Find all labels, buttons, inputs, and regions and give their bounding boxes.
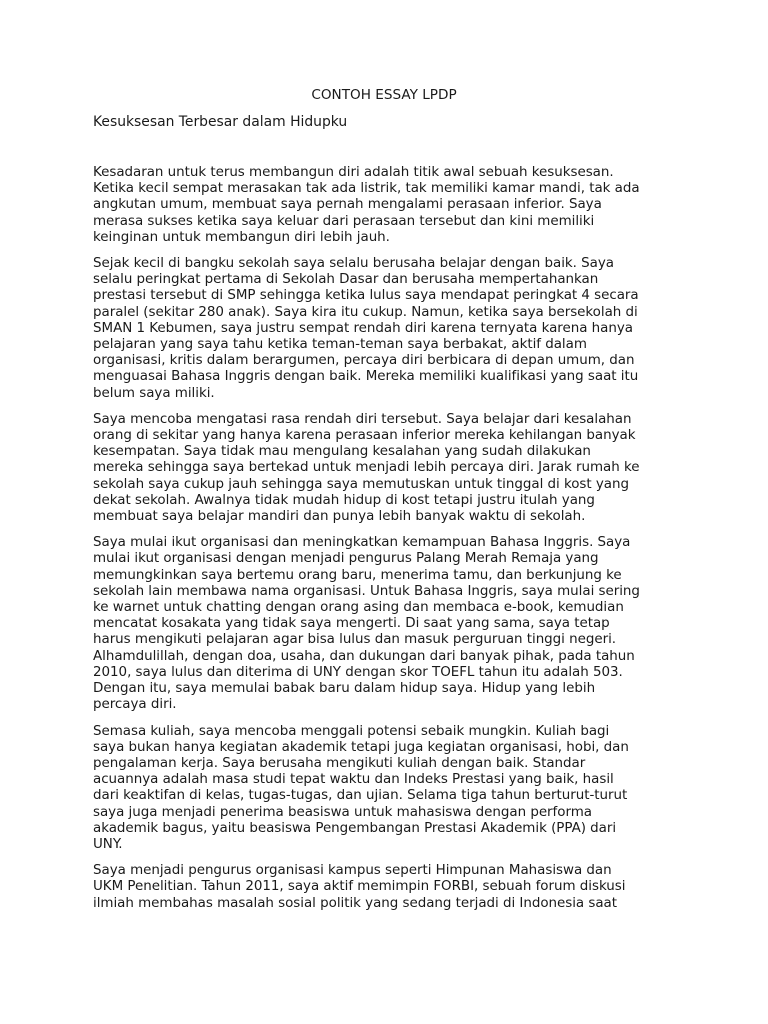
text-line: dari keaktifan di kelas, tugas-tugas, dan ujian. Selama tiga tahun berturut-turut bbox=[93, 788, 628, 804]
text-line: membuat saya belajar mandiri dan punya lebih banyak waktu di sekolah. bbox=[93, 509, 586, 525]
text-line: merasa sukses ketika saya keluar dari perasaan tersebut dan kini memiliki bbox=[93, 213, 595, 229]
text-line: SMAN 1 Kebumen, saya justru sempat rendah diri karena ternyata karena hanya bbox=[93, 320, 633, 336]
text-line: belum saya miliki. bbox=[93, 385, 215, 401]
text-line: orang di sekitar yang hanya karena perasaan inferior mereka kehilangan banyak bbox=[93, 428, 636, 444]
text-line: saya bukan hanya kegiatan akademik tetapi juga kegiatan organisasi, hobi, dan bbox=[93, 739, 629, 755]
paragraph bbox=[93, 863, 675, 912]
paragraph bbox=[93, 412, 675, 525]
text-line: mulai ikut organisasi dengan menjadi pengurus Palang Merah Remaja yang bbox=[93, 551, 599, 567]
document-title: CONTOH ESSAY LPDP bbox=[311, 87, 457, 103]
document-subtitle: Kesuksesan Terbesar dalam Hidupku bbox=[93, 114, 348, 130]
text-line: menguasai Bahasa Inggris dengan baik. Mereka memiliki kualifikasi yang saat itu bbox=[93, 369, 639, 385]
text-line: acuannya adalah masa studi tepat waktu dan Indeks Prestasi yang baik, hasil bbox=[93, 772, 614, 788]
text-line: ilmiah membahas masalah sosial politik yang sedang terjadi di Indonesia saat bbox=[93, 895, 617, 911]
text-line: Saya menjadi pengurus organisasi kampus seperti Himpunan Mahasiswa dan bbox=[93, 863, 612, 879]
text-line: memungkinkan saya bertemu orang baru, menerima tamu, dan berkunjung ke bbox=[93, 567, 622, 583]
paragraph bbox=[93, 535, 675, 713]
text-line: Sejak kecil di bangku sekolah saya selalu berusaha belajar dengan baik. Saya bbox=[93, 256, 614, 272]
paragraph bbox=[93, 256, 675, 402]
text-line: Alhamdulillah, dengan doa, usaha, dan dukungan dari banyak pihak, pada tahun bbox=[93, 648, 635, 664]
text-line: angkutan umum, membuat saya pernah mengalami perasaan inferior. Saya bbox=[93, 197, 602, 213]
text-line: Semasa kuliah, saya mencoba menggali potensi sebaik mungkin. Kuliah bagi bbox=[93, 723, 610, 739]
text-line: percaya diri. bbox=[93, 697, 177, 713]
text-line: pelajaran yang saya tahu ketika teman-teman saya berbakat, aktif dalam bbox=[93, 337, 587, 353]
text-line: akademik bagus, yaitu beasiswa Pengembangan Prestasi Akademik (PPA) dari bbox=[93, 820, 617, 836]
text-line: selalu peringkat pertama di Sekolah Dasar dan berusaha mempertahankan bbox=[93, 272, 599, 288]
text-line: ke warnet untuk chatting dengan orang asing dan membaca e-book, kemudian bbox=[93, 600, 624, 616]
text-line: kesempatan. Saya tidak mau mengulang kesalahan yang sudah dilakukan bbox=[93, 444, 591, 460]
text-line: Kesadaran untuk terus membangun diri adalah titik awal sebuah kesuksesan. bbox=[93, 165, 614, 180]
text-line: Saya mencoba mengatasi rasa rendah diri tersebut. Saya belajar dari kesalahan bbox=[93, 411, 632, 427]
text-line: pengalaman kerja. Saya berusaha mengikuti kuliah dengan baik. Standar bbox=[93, 755, 586, 771]
text-line: UKM Penelitian. Tahun 2011, saya aktif memimpin FORBI, sebuah forum diskusi bbox=[93, 879, 626, 895]
text-line: 2010, saya lulus dan diterima di UNY dengan skor TOEFL tahun itu adalah 503. bbox=[93, 664, 623, 680]
text-line: sekolah saya cukup jauh sehingga saya memutuskan untuk tinggal di kost yang bbox=[93, 476, 629, 492]
text-line: dekat sekolah. Awalnya tidak mudah hidup di kost tetapi justru itulah yang bbox=[93, 492, 595, 508]
paragraph bbox=[93, 165, 675, 246]
text-line: prestasi tersebut di SMP sehingga ketika lulus saya mendapat peringkat 4 secara bbox=[93, 288, 639, 304]
paragraph bbox=[93, 724, 675, 854]
text-line: Saya mulai ikut organisasi dan meningkatkan kemampuan Bahasa Inggris. Saya bbox=[93, 535, 631, 551]
text-line: saya juga menjadi penerima beasiswa untuk mahasiswa dengan performa bbox=[93, 804, 592, 820]
text-line: paralel (sekitar 280 anak). Saya kira itu cukup. Namun, ketika saya bersekolah di bbox=[93, 304, 638, 320]
text-line: keinginan untuk membangun diri lebih jauh. bbox=[93, 229, 390, 245]
text-line: UNY. bbox=[93, 836, 123, 852]
document-page bbox=[93, 86, 675, 922]
text-line: mereka sehingga saya bertekad untuk menjadi lebih percaya diri. Jarak rumah ke bbox=[93, 460, 640, 476]
text-line: mencatat kosakata yang tidak saya mengerti. Di saat yang sama, saya tetap bbox=[93, 616, 610, 632]
text-line: Dengan itu, saya memulai babak baru dalam hidup saya. Hidup yang lebih bbox=[93, 681, 596, 697]
text-line: Ketika kecil sempat merasakan tak ada listrik, tak memiliki kamar mandi, tak ada bbox=[93, 181, 640, 197]
text-line: harus mengikuti pelajaran agar bisa lulus dan masuk perguruan tinggi negeri. bbox=[93, 632, 617, 648]
document-body bbox=[93, 165, 675, 912]
text-line: organisasi, kritis dalam berargumen, percaya diri berbicara di depan umum, dan bbox=[93, 353, 635, 369]
text-line: sekolah lain membawa nama organisasi. Untuk Bahasa Inggris, saya mulai sering bbox=[93, 583, 640, 599]
